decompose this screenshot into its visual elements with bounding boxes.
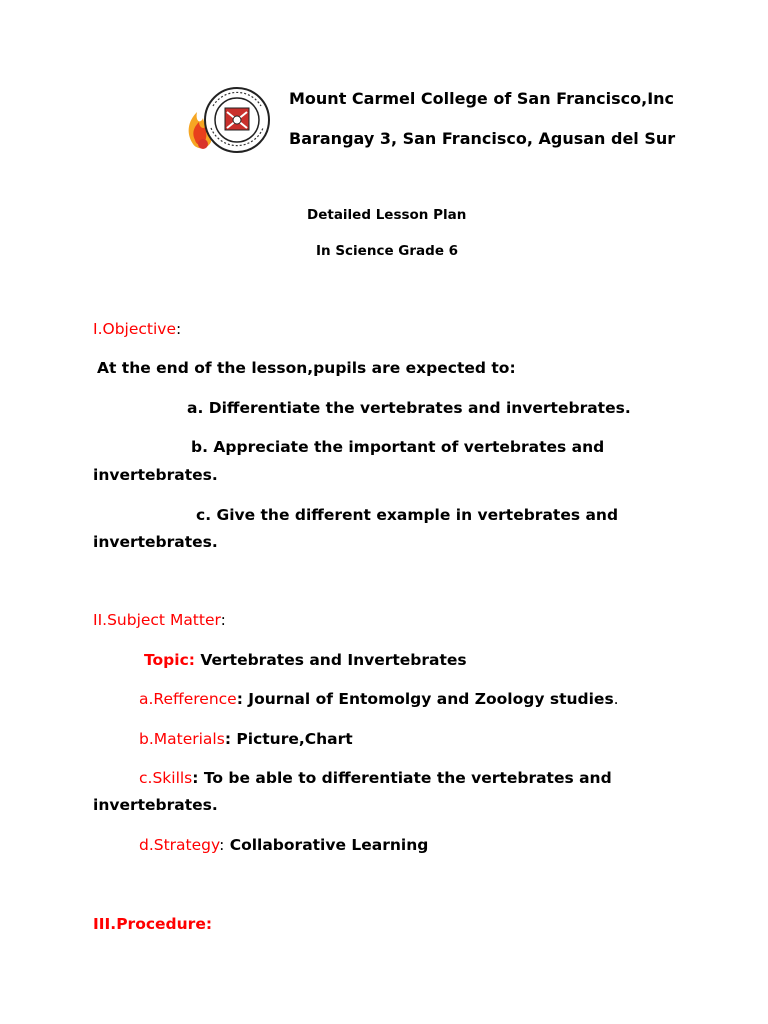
document-subtitle: In Science Grade 6 <box>316 243 459 259</box>
subject-matter-heading: II.Subject Matter <box>93 611 221 629</box>
subject-matter-heading-row <box>93 611 226 629</box>
institution-name: Mount Carmel College of San Francisco,Inc <box>289 89 675 108</box>
skills-label: c.Skills <box>139 769 193 787</box>
reference-end: . <box>613 690 619 708</box>
objective-colon: : <box>176 320 182 338</box>
skills-row <box>139 769 612 787</box>
objective-item-b-line1: b. Appreciate the important of vertebrates and <box>191 438 605 456</box>
skills-value-line2: invertebrates. <box>93 796 218 814</box>
college-seal-logo <box>183 84 275 158</box>
objective-intro: At the end of the lesson,pupils are expected to: <box>97 359 516 377</box>
topic-row <box>144 651 467 669</box>
reference-value: : Journal of Entomolgy and Zoology studies <box>236 690 614 708</box>
strategy-colon: : <box>219 836 225 854</box>
document-title: Detailed Lesson Plan <box>307 207 467 223</box>
objective-item-c-line1: c. Give the different example in vertebrates and <box>196 506 619 524</box>
strategy-row <box>139 836 428 854</box>
subject-matter-colon: : <box>220 611 226 629</box>
skills-value-line1: : To be able to differentiate the vertebrates and <box>192 769 612 787</box>
objective-heading: I.Objective <box>93 320 176 338</box>
reference-label: a.Refference <box>139 690 237 708</box>
objective-item-b-line2: invertebrates. <box>93 466 218 484</box>
topic-value: Vertebrates and Invertebrates <box>194 651 467 669</box>
objective-heading-row <box>93 320 181 338</box>
strategy-value: Collaborative Learning <box>224 836 429 854</box>
objective-item-a: a. Differentiate the vertebrates and invertebrates. <box>187 399 631 417</box>
objective-item-c-line2: invertebrates. <box>93 533 218 551</box>
materials-value: : Picture,Chart <box>224 730 353 748</box>
materials-label: b.Materials <box>139 730 225 748</box>
procedure-heading: III.Procedure: <box>93 915 213 933</box>
strategy-label: d.Strategy <box>139 836 220 854</box>
institution-address: Barangay 3, San Francisco, Agusan del Sur <box>289 129 676 148</box>
materials-row <box>139 730 353 748</box>
reference-row <box>139 690 619 708</box>
topic-label: Topic: <box>144 651 195 669</box>
